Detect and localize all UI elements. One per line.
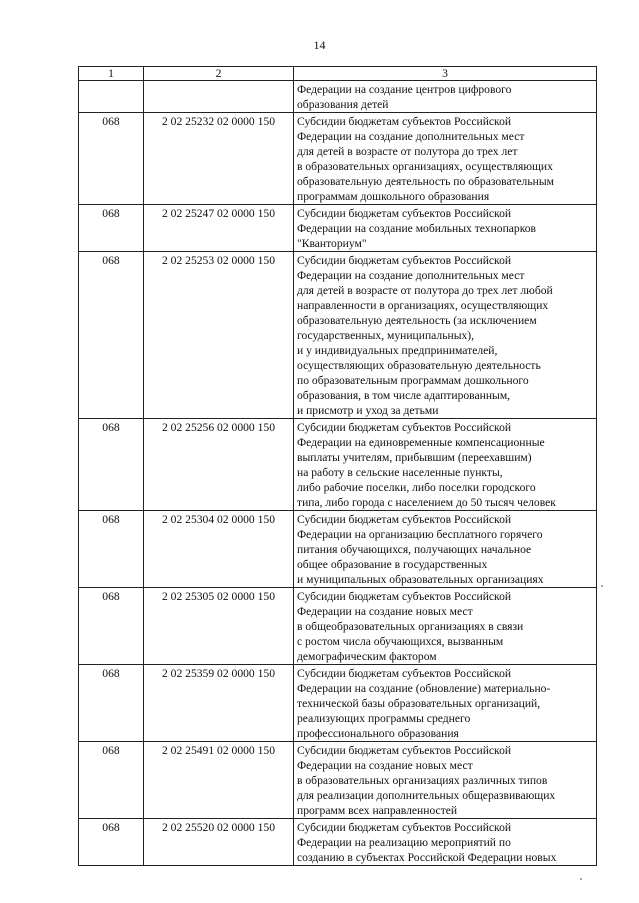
page-number: 14	[313, 38, 326, 52]
description-line: типа, либо города с населением до 50 тысяч человек	[297, 496, 556, 509]
description-line: на работу в сельские населенные пункты,	[297, 466, 503, 479]
budget-classification-code-cell: 2 02 25304 02 0000 150	[144, 511, 294, 588]
description-line: созданию в субъектах Российской Федерации новых	[297, 851, 557, 864]
admin-code-cell: 068	[79, 113, 144, 205]
description-line: образования детей	[297, 98, 389, 111]
admin-code-cell: 068	[79, 252, 144, 419]
description-line: с ростом числа обучающихся, вызванным	[297, 635, 504, 648]
description-line: Субсидии бюджетам субъектов Российской	[297, 821, 512, 834]
description-line: либо рабочие поселки, либо поселки городского	[297, 481, 536, 494]
income-description-cell	[294, 419, 597, 511]
income-description-cell	[294, 205, 597, 252]
income-description-cell	[294, 665, 597, 742]
description-line: Федерации на реализацию мероприятий по	[297, 836, 511, 849]
admin-code-cell: 068	[79, 419, 144, 511]
scan-speck	[601, 585, 603, 587]
description-line: и у индивидуальных предпринимателей,	[297, 344, 498, 357]
description-line: образовательную деятельность (за исключением	[297, 314, 537, 327]
admin-code-cell: 068	[79, 742, 144, 819]
income-description-cell	[294, 81, 597, 113]
table-row	[79, 113, 597, 205]
description-line: и присмотр и уход за детьми	[297, 404, 439, 417]
admin-code-cell	[79, 81, 144, 113]
description-line: "Кванториум"	[297, 237, 367, 250]
description-line: для реализации дополнительных общеразвивающих	[297, 789, 556, 802]
description-line: Субсидии бюджетам субъектов Российской	[297, 421, 512, 434]
description-line: Федерации на создание центров цифрового	[297, 83, 512, 96]
budget-codes-table	[78, 66, 597, 866]
description-line: государственных, муниципальных),	[297, 329, 475, 342]
description-line: реализующих программы среднего	[297, 712, 471, 725]
table-body	[79, 81, 597, 866]
admin-code-cell: 068	[79, 665, 144, 742]
scan-speck	[580, 878, 582, 880]
income-description-cell	[294, 588, 597, 665]
column-header-3: 3	[294, 67, 597, 81]
admin-code-cell: 068	[79, 819, 144, 866]
budget-classification-code-cell: 2 02 25256 02 0000 150	[144, 419, 294, 511]
description-line: направленности в организациях, осуществляющих	[297, 299, 549, 312]
description-line: Федерации на создание дополнительных мест	[297, 130, 525, 143]
description-line: выплаты учителям, прибывшим (переехавшим)	[297, 451, 532, 464]
description-line: Федерации на создание мобильных технопарков	[297, 222, 537, 235]
admin-code-cell: 068	[79, 588, 144, 665]
description-line: осуществляющих образовательную деятельность	[297, 359, 541, 372]
description-line: Федерации на создание дополнительных мест	[297, 269, 525, 282]
income-description-cell	[294, 819, 597, 866]
description-line: образовательную деятельность по образовательным	[297, 175, 554, 188]
description-line: в общеобразовательных организациях в связи	[297, 620, 524, 633]
description-line: по образовательным программам дошкольного	[297, 374, 529, 387]
description-line: в образовательных организациях различных типов	[297, 774, 548, 787]
description-line: образования, в том числе адаптированным,	[297, 389, 511, 402]
table-row	[79, 81, 597, 113]
admin-code-cell: 068	[79, 511, 144, 588]
description-line: Федерации на организацию бесплатного горячего	[297, 528, 543, 541]
description-line: Субсидии бюджетам субъектов Российской	[297, 590, 512, 603]
description-line: для детей в возрасте от полутора до трех лет	[297, 145, 518, 158]
table-row	[79, 742, 597, 819]
column-header-1: 1	[79, 67, 144, 81]
description-line: для детей в возрасте от полутора до трех лет любой	[297, 284, 553, 297]
description-line: Субсидии бюджетам субъектов Российской	[297, 513, 512, 526]
budget-classification-code-cell: 2 02 25359 02 0000 150	[144, 665, 294, 742]
description-line: Субсидии бюджетам субъектов Российской	[297, 115, 512, 128]
budget-classification-code-cell: 2 02 25247 02 0000 150	[144, 205, 294, 252]
description-line: Субсидии бюджетам субъектов Российской	[297, 744, 512, 757]
description-line: Федерации на создание (обновление) материально-	[297, 682, 551, 695]
description-line: в образовательных организациях, осуществляющих	[297, 160, 553, 173]
description-line: питания обучающихся, получающих начальное	[297, 543, 532, 556]
description-line: и муниципальных образовательных организациях	[297, 573, 544, 586]
table-row	[79, 665, 597, 742]
description-line: Субсидии бюджетам субъектов Российской	[297, 254, 512, 267]
budget-classification-code-cell: 2 02 25305 02 0000 150	[144, 588, 294, 665]
table-row	[79, 511, 597, 588]
income-description-cell	[294, 252, 597, 419]
description-line: Федерации на создание новых мест	[297, 605, 473, 618]
header-row	[79, 67, 597, 81]
income-description-cell	[294, 742, 597, 819]
description-line: Субсидии бюджетам субъектов Российской	[297, 207, 512, 220]
column-header-2: 2	[144, 67, 294, 81]
description-line: Федерации на создание новых мест	[297, 759, 473, 772]
description-line: программ всех направленностей	[297, 804, 458, 817]
table-row	[79, 819, 597, 866]
description-line: программам дошкольного образования	[297, 190, 490, 203]
budget-classification-code-cell: 2 02 25253 02 0000 150	[144, 252, 294, 419]
admin-code-cell: 068	[79, 205, 144, 252]
table-row	[79, 588, 597, 665]
budget-classification-code-cell	[144, 81, 294, 113]
description-line: Субсидии бюджетам субъектов Российской	[297, 667, 512, 680]
table-row	[79, 252, 597, 419]
budget-classification-code-cell: 2 02 25491 02 0000 150	[144, 742, 294, 819]
budget-classification-code-cell: 2 02 25520 02 0000 150	[144, 819, 294, 866]
table-row	[79, 419, 597, 511]
description-line: общее образование в государственных	[297, 558, 488, 571]
budget-classification-code-cell: 2 02 25232 02 0000 150	[144, 113, 294, 205]
description-line: профессионального образования	[297, 727, 459, 740]
income-description-cell	[294, 511, 597, 588]
income-description-cell	[294, 113, 597, 205]
description-line: демографическим фактором	[297, 650, 437, 663]
table-row	[79, 205, 597, 252]
description-line: технической базы образовательных организаций,	[297, 697, 541, 710]
description-line: Федерации на единовременные компенсационные	[297, 436, 545, 449]
